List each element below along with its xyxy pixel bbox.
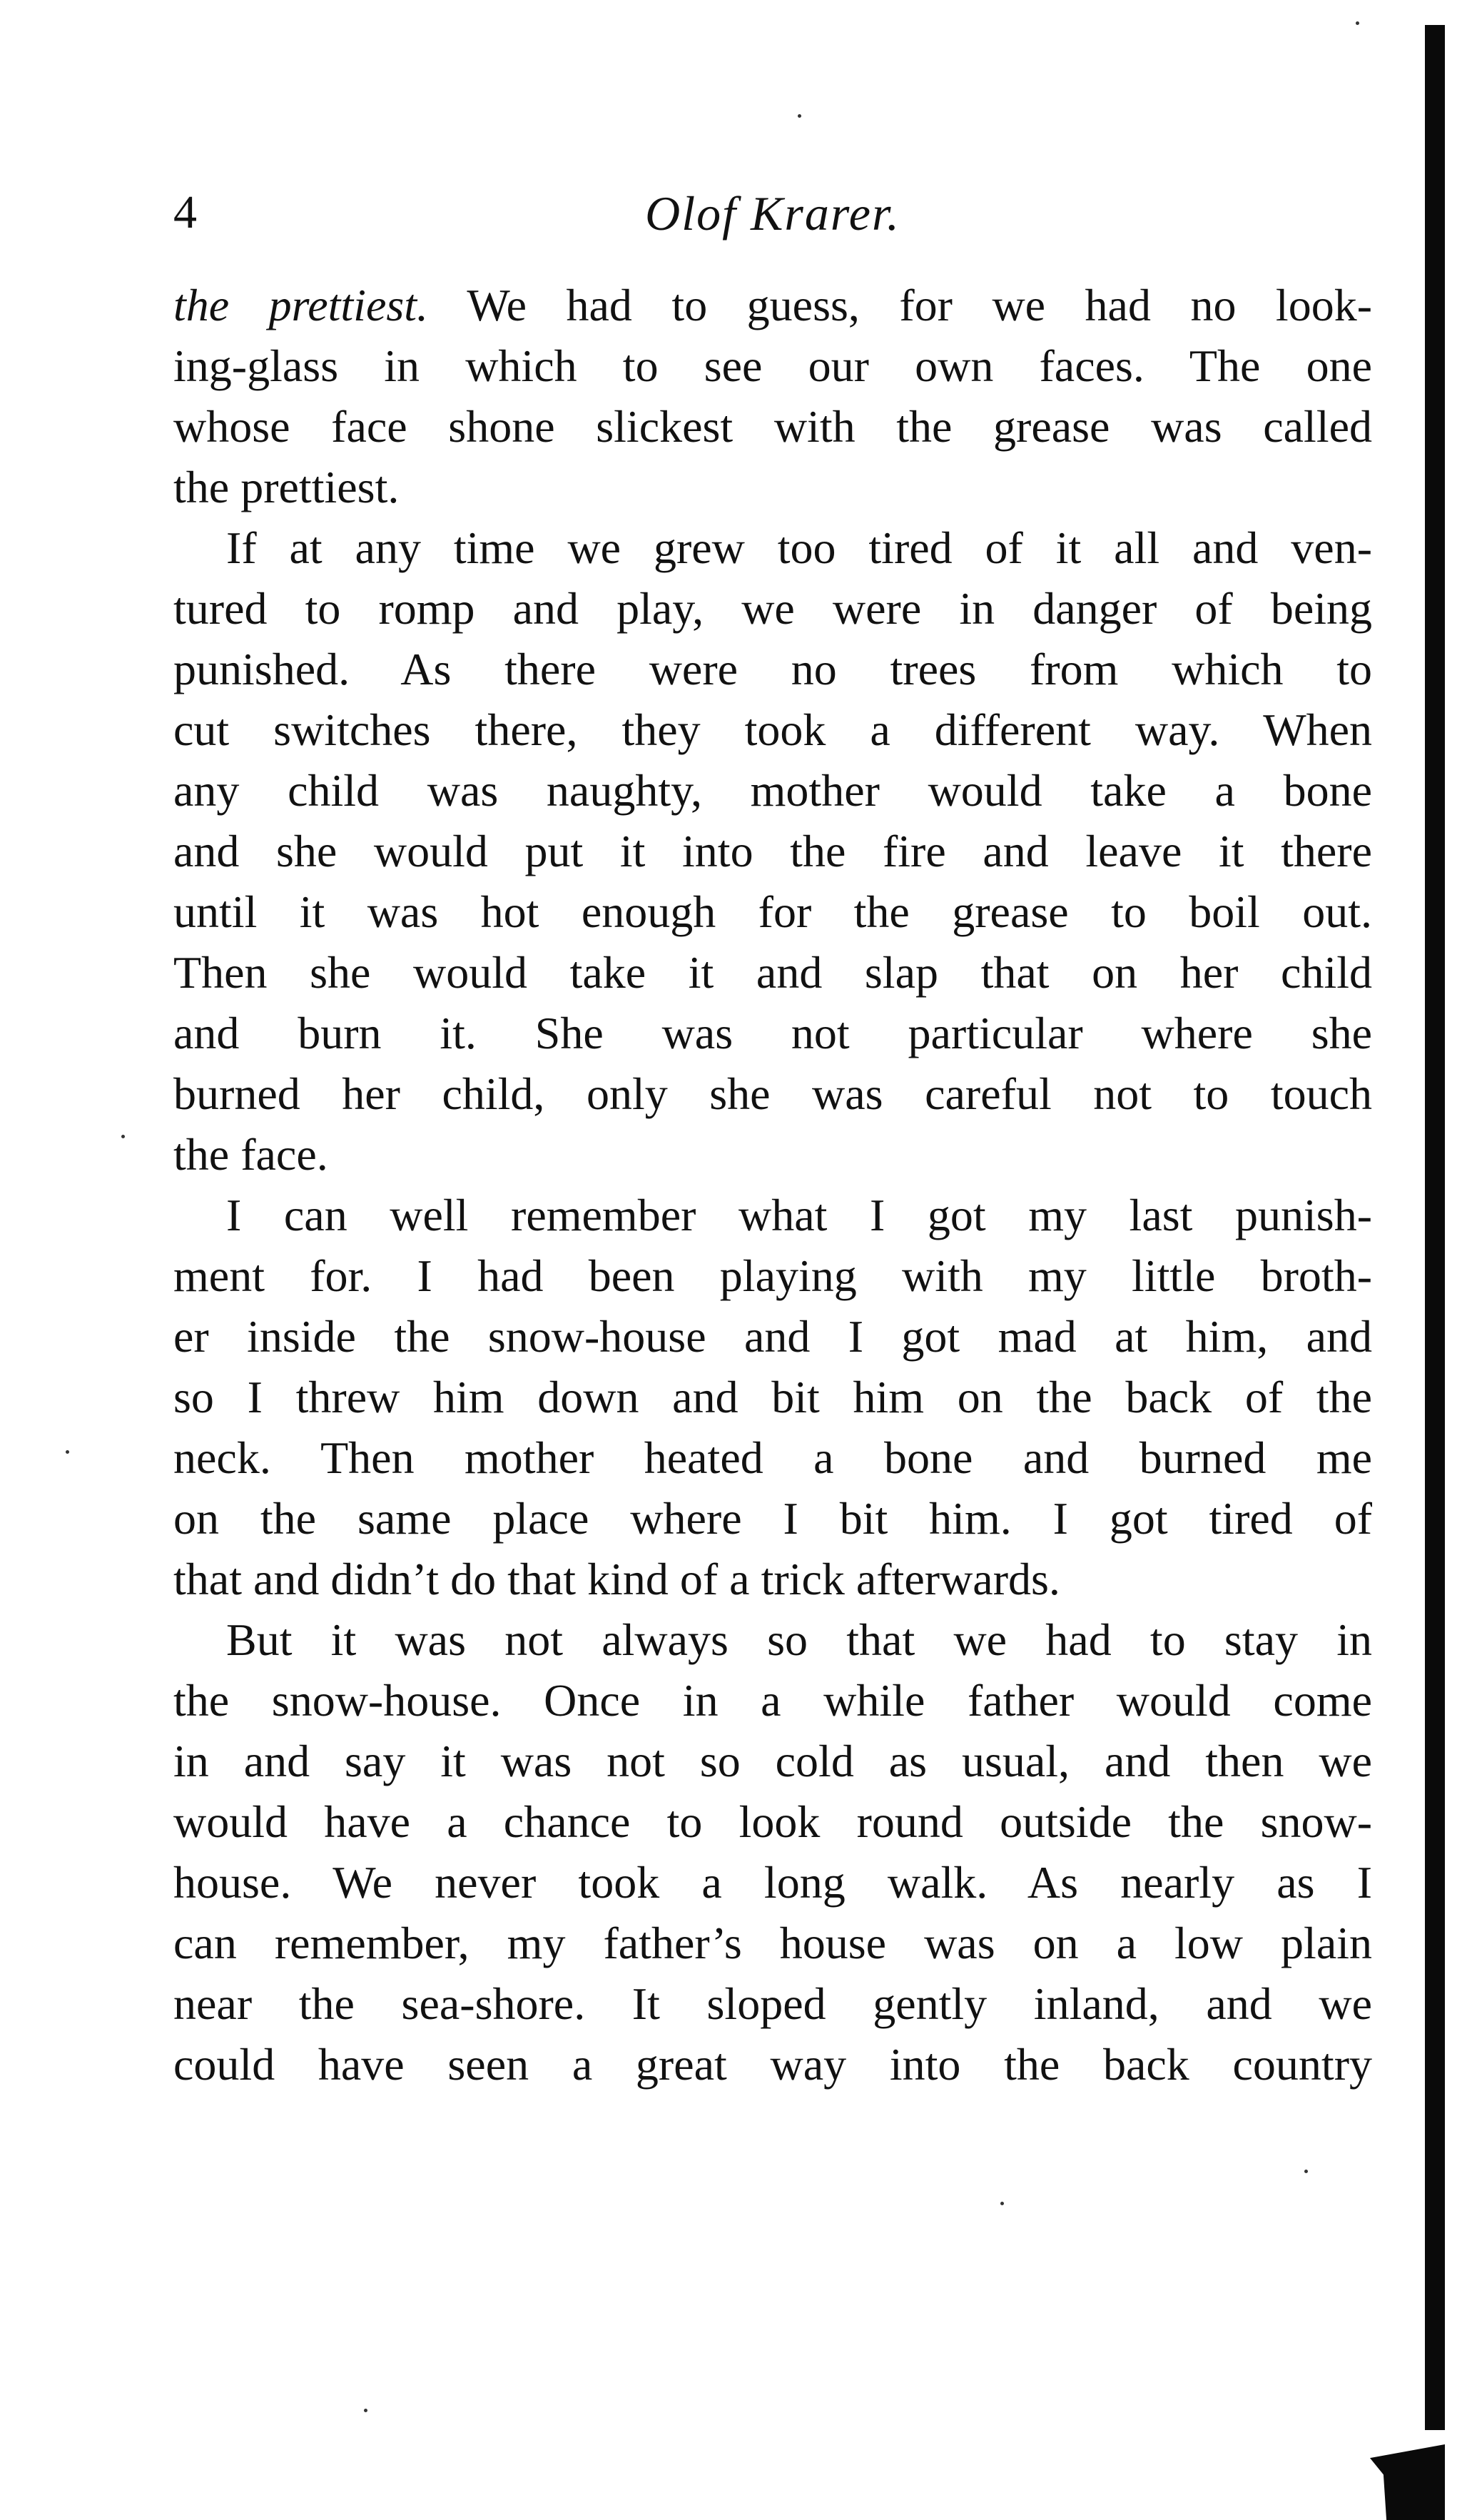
text-line: the snow-house. Once in a while father would come (173, 1675, 1372, 1726)
text-line: whose face shone slickest with the grease was called (173, 401, 1372, 452)
text-line: the face. (173, 1129, 328, 1180)
text-line: the prettiest. (173, 462, 400, 512)
page-number: 4 (173, 186, 197, 238)
text-line: that and didn’t do that kind of a trick afterwards. (173, 1554, 1060, 1604)
line-text: We had to guess, for we had no look- (428, 280, 1372, 330)
text-line: could have seen a great way into the back country (173, 2039, 1372, 2090)
text-line: ing-glass in which to see our own faces. The one (173, 340, 1372, 391)
text-line: would have a chance to look round outside the snow- (173, 1796, 1372, 1847)
scan-speck (1000, 2202, 1004, 2205)
text-line: can remember, my father’s house was on a low plain (173, 1918, 1372, 1968)
scan-speck (121, 1135, 125, 1138)
text-line: tured to romp and play, we were in danger of being (173, 583, 1372, 634)
page-header (173, 171, 1372, 250)
text-line: ment for. I had been playing with my little broth- (173, 1250, 1372, 1301)
text-line: on the same place where I bit him. I got tired of (173, 1493, 1372, 1544)
scan-speck (798, 114, 801, 118)
scan-speck (66, 1450, 69, 1454)
binding-edge-tab (1370, 2444, 1445, 2520)
text-line: until it was hot enough for the grease to boil out. (173, 886, 1372, 937)
text-line: Then she would take it and slap that on her child (173, 947, 1372, 998)
text-line: in and say it was not so cold as usual, and then we (173, 1736, 1372, 1786)
italic-lead: the prettiest. (173, 280, 429, 330)
text-line: and burn it. She was not particular where she (173, 1008, 1372, 1058)
binding-edge-rule (1425, 25, 1445, 2430)
text-line: punished. As there were no trees from which to (173, 644, 1372, 694)
text-line (173, 275, 1372, 335)
scan-speck (364, 2409, 367, 2412)
text-line: any child was naughty, mother would take a bone (173, 765, 1372, 816)
text-line: neck. Then mother heated a bone and burned me (173, 1432, 1372, 1483)
text-line: cut switches there, they took a different way. When (173, 704, 1372, 755)
body-text (173, 275, 1372, 2095)
text-line: so I threw him down and bit him on the back of the (173, 1372, 1372, 1422)
text-line: and she would put it into the fire and leave it there (173, 826, 1372, 876)
scan-speck (1304, 2170, 1308, 2173)
text-line: house. We never took a long walk. As nearly as I (173, 1857, 1372, 1908)
text-line: If at any time we grew too tired of it all and ven- (226, 522, 1372, 573)
text-line: burned her child, only she was careful not to touch (173, 1068, 1372, 1119)
text-line: near the sea-shore. It sloped gently inland, and we (173, 1978, 1372, 2029)
running-title: Olof Krarer. (645, 186, 900, 241)
text-line: But it was not always so that we had to stay in (226, 1614, 1372, 1665)
scan-speck (1356, 21, 1359, 25)
text-line: I can well remember what I got my last punish- (226, 1190, 1372, 1240)
text-line: er inside the snow-house and I got mad at him, and (173, 1311, 1372, 1362)
